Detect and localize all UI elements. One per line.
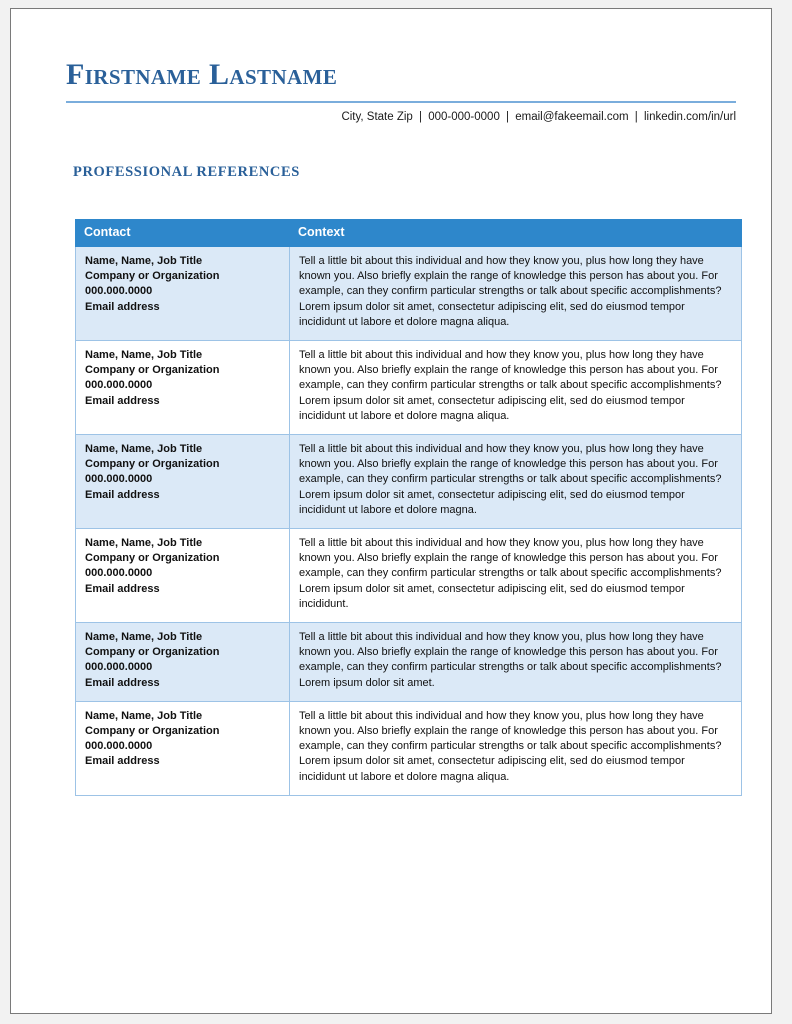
reference-email: Email address [85, 394, 160, 407]
reference-phone: 000.000.0000 [85, 567, 153, 580]
reference-company: Company or Organization [85, 646, 220, 659]
reference-phone: 000.000.0000 [85, 740, 153, 753]
reference-contact-cell [76, 623, 290, 702]
table-row [76, 529, 742, 623]
reference-context-cell: Tell a little bit about this individual and how they know you, plus how long they have known you. Also briefly explain the range of knowledge this person has about you. For example, can they confirm particular strengths or talk about specific accomplishments? Lorem ipsum dolor sit amet. [290, 623, 742, 702]
reference-email: Email address [85, 755, 160, 768]
reference-contact-cell [76, 435, 290, 529]
reference-context-cell: Tell a little bit about this individual and how they know you, plus how long they have known you. Also briefly explain the range of knowledge this person has about you. For example, can they confirm particular strengths or talk about specific accomplishments? Lorem ipsum dolor sit amet, consectetur adipiscing elit, sed do eiusmod tempor incididunt. [290, 529, 742, 623]
reference-email: Email address [85, 676, 160, 689]
table-row [76, 435, 742, 529]
reference-contact-cell [76, 701, 290, 795]
page-title: Firstname Lastname [66, 58, 338, 91]
references-table-container [75, 219, 741, 796]
table-row [76, 341, 742, 435]
reference-email: Email address [85, 488, 160, 501]
table-row [76, 247, 742, 341]
column-header-contact: Contact [76, 220, 290, 247]
reference-company: Company or Organization [85, 552, 220, 565]
reference-context-cell: Tell a little bit about this individual and how they know you, plus how long they have known you. Also briefly explain the range of knowledge this person has about you. For example, can they confirm particular strengths or talk about specific accomplishments? Lorem ipsum dolor sit amet, consectetur adipiscing elit, sed do eiusmod tempor incididunt ut labore et dolore magna aliqua. [290, 701, 742, 795]
reference-name-title: Name, Name, Job Title [85, 631, 203, 644]
reference-name-title: Name, Name, Job Title [85, 537, 203, 550]
section-heading-professional-references: PROFESSIONAL REFERENCES [73, 164, 300, 180]
contact-email: email@fakeemail.com [515, 111, 629, 123]
resume-header [66, 57, 736, 93]
header-divider [66, 101, 736, 103]
reference-context-cell: Tell a little bit about this individual and how they know you, plus how long they have known you. Also briefly explain the range of knowledge this person has about you. For example, can they confirm particular strengths or talk about specific accomplishments? Lorem ipsum dolor sit amet, consectetur adipiscing elit, sed do eiusmod tempor incididunt ut labore et dolore magna aliqua. [290, 247, 742, 341]
reference-company: Company or Organization [85, 364, 220, 377]
references-table [75, 219, 742, 796]
document-body [11, 9, 771, 1013]
contact-separator-3: | [634, 111, 638, 123]
reference-phone: 000.000.0000 [85, 379, 153, 392]
reference-company: Company or Organization [85, 270, 220, 283]
table-row [76, 701, 742, 795]
column-header-context: Context [290, 220, 742, 247]
reference-email: Email address [85, 582, 160, 595]
table-header-row [76, 220, 742, 247]
contact-location: City, State Zip [341, 111, 413, 123]
table-body [76, 247, 742, 796]
contact-phone: 000-000-0000 [428, 111, 500, 123]
table-header [76, 220, 742, 247]
reference-contact-cell [76, 529, 290, 623]
contact-linkedin: linkedin.com/in/url [643, 111, 736, 123]
reference-name-title: Name, Name, Job Title [85, 255, 203, 267]
reference-company: Company or Organization [85, 725, 220, 738]
table-row [76, 623, 742, 702]
reference-name-title: Name, Name, Job Title [85, 443, 203, 456]
reference-phone: 000.000.0000 [85, 661, 153, 674]
reference-context-cell: Tell a little bit about this individual and how they know you, plus how long they have known you. Also briefly explain the range of knowledge this person has about you. For example, can they confirm particular strengths or talk about specific accomplishments? Lorem ipsum dolor sit amet, consectetur adipiscing elit, sed do eiusmod tempor incididunt ut labore et dolore magna. [290, 435, 742, 529]
reference-phone: 000.000.0000 [85, 285, 153, 298]
contact-separator-2: | [506, 111, 510, 123]
reference-phone: 000.000.0000 [85, 473, 153, 486]
reference-contact-cell [76, 247, 290, 341]
document-page [10, 8, 772, 1014]
contact-separator-1: | [419, 111, 423, 123]
reference-email: Email address [85, 300, 160, 313]
reference-name-title: Name, Name, Job Title [85, 709, 203, 722]
reference-context-cell: Tell a little bit about this individual and how they know you, plus how long they have known you. Also briefly explain the range of knowledge this person has about you. For example, can they confirm particular strengths or talk about specific accomplishments? Lorem ipsum dolor sit amet, consectetur adipiscing elit, sed do eiusmod tempor incididunt ut labore et dolore magna aliqua. [290, 341, 742, 435]
contact-info-line [66, 109, 736, 125]
reference-company: Company or Organization [85, 458, 220, 471]
reference-name-title: Name, Name, Job Title [85, 349, 203, 362]
reference-contact-cell [76, 341, 290, 435]
